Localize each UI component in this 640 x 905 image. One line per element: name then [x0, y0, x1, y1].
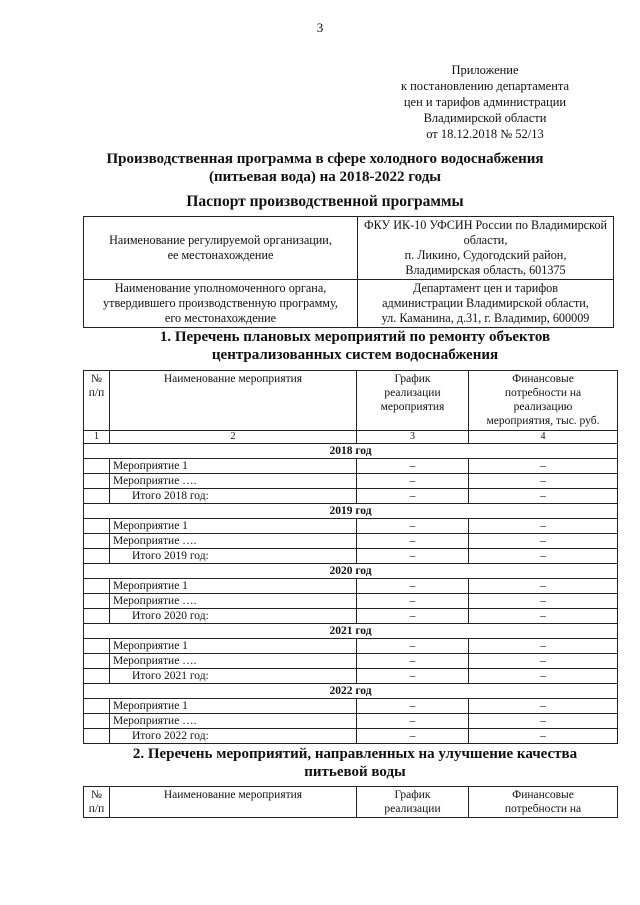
- cell-finance: –: [469, 609, 618, 624]
- appendix-line: цен и тарифов администрации: [403, 95, 567, 109]
- total-row: [84, 729, 618, 744]
- cell-num: [84, 669, 110, 684]
- cell-finance: –: [469, 489, 618, 504]
- appendix-line: от 18.12.2018 № 52/13: [426, 127, 544, 141]
- section1-title-line: 1. Перечень плановых мероприятий по ремонту объектов: [159, 329, 551, 345]
- header-schedule-line: реализации: [384, 803, 441, 815]
- cell-schedule: –: [357, 534, 469, 549]
- years-body: [84, 444, 618, 744]
- cell-num: [84, 549, 110, 564]
- passport-value-line: п. Ликино, Судогодский район,: [404, 248, 567, 262]
- table-row: [84, 714, 618, 729]
- column-number: 1: [84, 431, 110, 444]
- passport-label-authority: [84, 280, 358, 328]
- header-schedule-line: График: [394, 789, 431, 801]
- cell-schedule: –: [357, 594, 469, 609]
- year-label: 2019 год: [84, 504, 618, 519]
- passport-value-line: ул. Каманина, д.31, г. Владимир, 600009: [381, 311, 590, 325]
- cell-event-name: Мероприятие ….: [110, 594, 357, 609]
- year-row: [84, 624, 618, 639]
- year-row: [84, 504, 618, 519]
- document-title-line: Производственная программа в сфере холодного водоснабжения: [106, 151, 544, 167]
- cell-finance: –: [469, 519, 618, 534]
- passport-label-line: его местонахождение: [164, 311, 277, 325]
- header-num-line: п/п: [88, 803, 105, 815]
- header-schedule-line: График: [394, 373, 431, 385]
- passport-row-organization: [84, 217, 614, 280]
- cell-finance: –: [469, 639, 618, 654]
- cell-finance: –: [469, 549, 618, 564]
- cell-schedule: –: [357, 549, 469, 564]
- page-number: 3: [316, 20, 324, 35]
- cell-total-label: Итого 2022 год:: [110, 729, 357, 744]
- cell-event-name: Мероприятие 1: [110, 459, 357, 474]
- cell-event-name: Мероприятие ….: [110, 474, 357, 489]
- passport-value-line: ФКУ ИК-10 УФСИН России по Владимирской: [364, 218, 607, 232]
- cell-num: [84, 594, 110, 609]
- cell-schedule: –: [357, 654, 469, 669]
- cell-finance: –: [469, 729, 618, 744]
- cell-schedule: –: [357, 714, 469, 729]
- cell-finance: –: [469, 714, 618, 729]
- cell-schedule: –: [357, 459, 469, 474]
- passport-title: Паспорт производственной программы: [186, 193, 464, 210]
- appendix-block: [350, 62, 620, 142]
- cell-num: [84, 519, 110, 534]
- year-row: [84, 684, 618, 699]
- column-number: 3: [357, 431, 469, 444]
- cell-schedule: –: [357, 609, 469, 624]
- header-schedule-line: мероприятия: [380, 401, 445, 413]
- table-row: [84, 459, 618, 474]
- cell-num: [84, 579, 110, 594]
- year-label: 2020 год: [84, 564, 618, 579]
- total-row: [84, 489, 618, 504]
- cell-num: [84, 534, 110, 549]
- year-label: 2022 год: [84, 684, 618, 699]
- passport-table: [83, 216, 614, 328]
- header-finance-line: потребности на: [504, 803, 582, 815]
- year-row: [84, 564, 618, 579]
- section1-title-line: централизованных систем водоснабжения: [211, 347, 499, 363]
- passport-label-line: ее местонахождение: [167, 248, 274, 262]
- cell-num: [84, 714, 110, 729]
- cell-finance: –: [469, 579, 618, 594]
- header-finance-line: Финансовые: [512, 789, 574, 801]
- cell-num: [84, 474, 110, 489]
- cell-num: [84, 609, 110, 624]
- cell-num: [84, 459, 110, 474]
- cell-schedule: –: [357, 474, 469, 489]
- document-title: [80, 150, 570, 186]
- year-label: 2021 год: [84, 624, 618, 639]
- column-number-row: [84, 431, 618, 444]
- passport-label-line: Наименование регулируемой организации,: [109, 233, 332, 247]
- cell-finance: –: [469, 534, 618, 549]
- header-num-line: №: [91, 789, 102, 801]
- cell-num: [84, 699, 110, 714]
- passport-value-organization: [358, 217, 614, 280]
- header-finance: [469, 371, 618, 431]
- passport-value-authority: [358, 280, 614, 328]
- section1-title: [120, 328, 590, 364]
- cell-schedule: –: [357, 489, 469, 504]
- table-row: [84, 594, 618, 609]
- table-row: [84, 654, 618, 669]
- cell-schedule: –: [357, 699, 469, 714]
- cell-finance: –: [469, 474, 618, 489]
- passport-value-line: Владимирская область, 601375: [405, 263, 566, 277]
- header-finance-line: мероприятия, тыс. руб.: [486, 415, 600, 427]
- table-row: [84, 474, 618, 489]
- column-number: 2: [110, 431, 357, 444]
- section2-title: [120, 745, 590, 781]
- year-label: 2018 год: [84, 444, 618, 459]
- cell-finance: –: [469, 699, 618, 714]
- passport-label-organization: [84, 217, 358, 280]
- header-finance-line: потребности на: [504, 387, 582, 399]
- cell-finance: –: [469, 594, 618, 609]
- header-schedule: [357, 787, 469, 818]
- passport-value-line: администрации Владимирской области,: [382, 296, 589, 310]
- table-header-row: [84, 787, 618, 818]
- table-row: [84, 519, 618, 534]
- cell-finance: –: [469, 459, 618, 474]
- header-finance-line: реализацию: [513, 401, 573, 413]
- appendix-line: Владимирской области: [423, 111, 547, 125]
- table-row: [84, 699, 618, 714]
- passport-row-authority: [84, 280, 614, 328]
- quality-events-table: [83, 786, 618, 818]
- passport-value-line: Департамент цен и тарифов: [413, 281, 558, 295]
- cell-num: [84, 639, 110, 654]
- header-schedule-line: реализации: [384, 387, 441, 399]
- year-row: [84, 444, 618, 459]
- cell-schedule: –: [357, 579, 469, 594]
- passport-label-line: Наименование уполномоченного органа,: [114, 281, 327, 295]
- header-name: Наименование мероприятия: [110, 371, 357, 431]
- appendix-line: к постановлению департамента: [400, 79, 570, 93]
- cell-finance: –: [469, 654, 618, 669]
- cell-event-name: Мероприятие ….: [110, 534, 357, 549]
- repair-events-table: [83, 370, 618, 744]
- table-row: [84, 534, 618, 549]
- cell-schedule: –: [357, 519, 469, 534]
- header-num-line: №: [91, 373, 102, 385]
- cell-finance: –: [469, 669, 618, 684]
- cell-total-label: Итого 2019 год:: [110, 549, 357, 564]
- table-header-row: [84, 371, 618, 431]
- cell-num: [84, 729, 110, 744]
- cell-total-label: Итого 2018 год:: [110, 489, 357, 504]
- cell-event-name: Мероприятие ….: [110, 714, 357, 729]
- cell-event-name: Мероприятие ….: [110, 654, 357, 669]
- passport-label-line: утвердившего производственную программу,: [103, 296, 338, 310]
- column-number: 4: [469, 431, 618, 444]
- cell-total-label: Итого 2021 год:: [110, 669, 357, 684]
- header-schedule: [357, 371, 469, 431]
- total-row: [84, 609, 618, 624]
- section2-title-line: 2. Перечень мероприятий, направленных на улучшение качества: [132, 746, 578, 762]
- cell-total-label: Итого 2020 год:: [110, 609, 357, 624]
- cell-num: [84, 489, 110, 504]
- cell-event-name: Мероприятие 1: [110, 519, 357, 534]
- cell-schedule: –: [357, 639, 469, 654]
- table-row: [84, 639, 618, 654]
- total-row: [84, 669, 618, 684]
- section2-title-line: питьевой воды: [304, 764, 406, 780]
- cell-num: [84, 654, 110, 669]
- cell-event-name: Мероприятие 1: [110, 699, 357, 714]
- appendix-line: Приложение: [451, 63, 519, 77]
- header-name: Наименование мероприятия: [110, 787, 357, 818]
- total-row: [84, 549, 618, 564]
- header-num: [84, 787, 110, 818]
- header-finance-line: Финансовые: [512, 373, 574, 385]
- cell-schedule: –: [357, 729, 469, 744]
- cell-event-name: Мероприятие 1: [110, 579, 357, 594]
- cell-event-name: Мероприятие 1: [110, 639, 357, 654]
- cell-schedule: –: [357, 669, 469, 684]
- header-num-line: п/п: [88, 387, 105, 399]
- passport-value-line: области,: [463, 233, 508, 247]
- document-title-line: (питьевая вода) на 2018-2022 годы: [208, 169, 442, 185]
- header-num: [84, 371, 110, 431]
- table-row: [84, 579, 618, 594]
- header-finance: [469, 787, 618, 818]
